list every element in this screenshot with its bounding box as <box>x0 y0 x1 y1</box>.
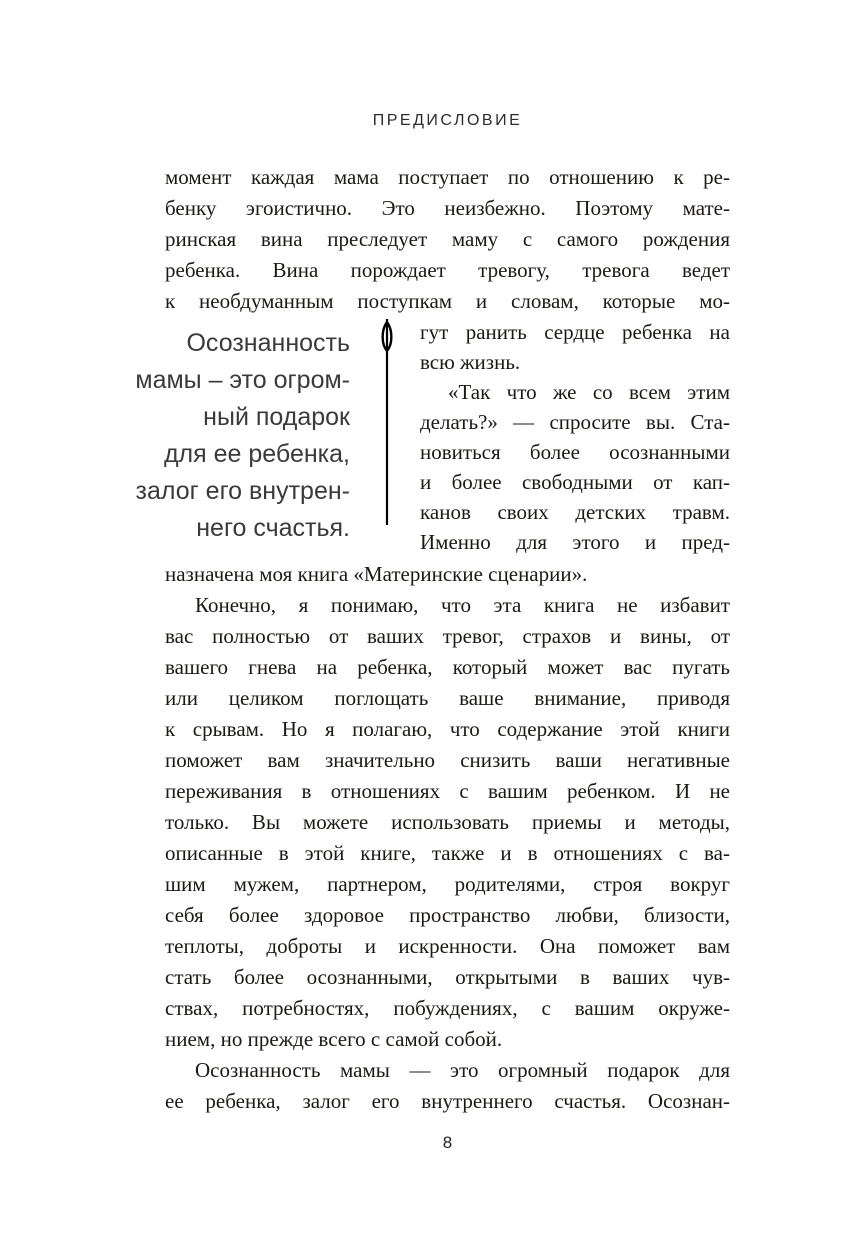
text-line: или целиком поглощать ваше внимание, приводя <box>165 686 730 710</box>
leaf-ornament-icon <box>377 319 397 529</box>
pull-quote-line: залог его внутрен- <box>135 477 350 505</box>
pull-quote-line: него счастья. <box>196 514 350 542</box>
pull-quote-line: для ее ребенка, <box>163 440 350 468</box>
chapter-header: ПРЕДИСЛОВИЕ <box>372 112 523 129</box>
body-paragraph-4 <box>165 1055 730 1117</box>
text-line: делать?» — спросите вы. Ста- <box>420 410 730 434</box>
quote-divider <box>350 317 420 557</box>
text-line: шим мужем, партнером, родителями, строя вокруг <box>165 872 730 896</box>
text-line: всю жизнь. <box>420 350 521 374</box>
text-line: описанные в этой книге, также и в отношениях с ва- <box>165 841 730 865</box>
text-line: новиться более осознанными <box>420 440 730 464</box>
text-line: только. Вы можете использовать приемы и методы, <box>165 810 730 834</box>
pull-quote <box>125 317 350 557</box>
text-line: ребенка. Вина порождает тревогу, тревога ведет <box>165 258 730 282</box>
text-line: поможет вам значительно снизить ваши негативные <box>165 748 730 772</box>
text-line: себя более здоровое пространство любви, близости, <box>165 903 730 927</box>
text-line: ринская вина преследует маму с самого рождения <box>165 227 730 251</box>
text-line: момент каждая мама поступает по отношению к ре- <box>165 165 730 189</box>
text-line: стать более осознанными, открытыми в ваших чув- <box>165 965 730 989</box>
text-line: назначена моя книга «Материнские сценарии». <box>165 562 588 586</box>
text-line: нием, но прежде всего с самой собой. <box>165 1027 503 1051</box>
text-line: вашего гнева на ребенка, который может вас пугать <box>165 655 730 679</box>
text-line: «Так что же со всем этим <box>448 380 730 404</box>
pull-quote-line: мамы – это огром- <box>135 366 350 394</box>
text-line: теплоты, доброты и искренности. Она поможет вам <box>165 934 730 958</box>
page-number: 8 <box>442 1133 453 1152</box>
text-line: переживания в отношениях с вашим ребенком. И не <box>165 779 730 803</box>
text-line: бенку эгоистично. Это неизбежно. Поэтому мате- <box>165 196 730 220</box>
text-line: ствах, потребностях, побуждениях, с вашим окруже- <box>165 996 730 1020</box>
text-line: вас полностью от ваших тревог, страхов и вины, от <box>165 624 730 648</box>
text-line: ее ребенка, залог его внутреннего счастья. Осознан- <box>165 1089 730 1113</box>
body-lower-section <box>165 559 730 1117</box>
text-line: Осознанность мамы — это огромный подарок для <box>195 1058 730 1082</box>
text-line: канов своих детских травм. <box>420 500 730 524</box>
body-paragraph-3 <box>165 590 730 1055</box>
text-line: к необдуманным поступкам и словам, которые мо- <box>165 289 730 313</box>
text-line: Именно для этого и пред- <box>420 530 730 554</box>
pull-quote-line: Осознанность <box>186 329 350 357</box>
pull-quote-line: ный подарок <box>203 403 350 431</box>
text-line: и более свободными от кап- <box>420 470 730 494</box>
pull-quote-section <box>125 317 730 557</box>
text-line: гут ранить сердце ребенка на <box>420 320 730 344</box>
narrow-text-column <box>420 317 730 557</box>
text-line: к срывам. Но я полагаю, что содержание этой книги <box>165 717 730 741</box>
body-paragraph-1-wide <box>165 162 730 317</box>
text-line: Конечно, я понимаю, что эта книга не избавит <box>195 593 730 617</box>
